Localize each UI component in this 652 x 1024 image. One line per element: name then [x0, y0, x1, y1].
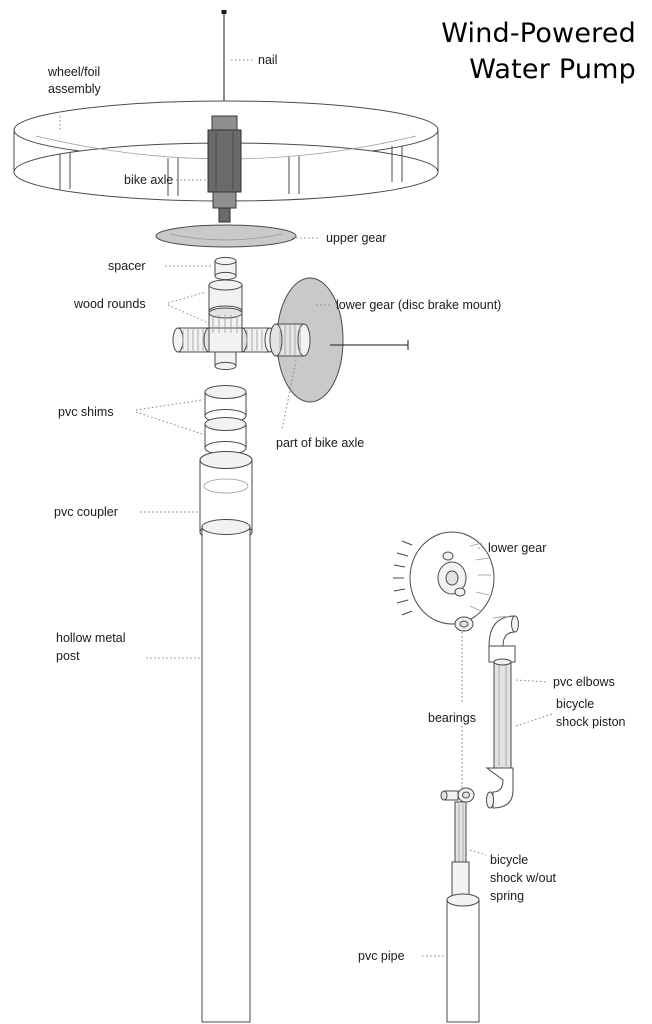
label-wheel-foil-assembly-line2: assembly — [48, 82, 101, 96]
bearing-upper-part — [455, 617, 473, 631]
pvc-pipe-part — [447, 894, 479, 1022]
pvc-shims-leader-1 — [136, 400, 202, 410]
bearing-lower-part — [441, 788, 474, 802]
label-pvc-shims: pvc shims — [58, 405, 114, 419]
label-pvc-coupler: pvc coupler — [54, 505, 118, 519]
pvc-elbows-leader — [516, 680, 548, 682]
label-wheel-foil-assembly-line1: wheel/foil — [48, 65, 101, 79]
hollow-metal-post-part — [202, 520, 250, 1023]
wood-rounds-leader-1 — [168, 292, 206, 303]
lower-gear-right-part — [393, 532, 494, 624]
label-lower-gear: lower gear — [488, 541, 547, 555]
label-bicycle-shock-wout-spring-line1: bicycle — [490, 853, 529, 867]
title-line-2: Water Pump — [469, 54, 636, 85]
pvc-shims-part — [205, 386, 246, 455]
lower-gear-disc-part — [270, 278, 408, 402]
label-bicycle-shock-wout-spring-line3: spring — [490, 889, 525, 903]
label-nail: nail — [258, 53, 278, 67]
label-part-of-bike-axle: part of bike axle — [276, 436, 365, 450]
title-line-1: Wind-Powered — [441, 18, 636, 49]
label-bike-axle: bike axle — [124, 173, 174, 187]
label-pvc-elbows: pvc elbows — [553, 675, 615, 689]
upper-gear-part — [156, 225, 296, 247]
pvc-shims-leader-2 — [136, 412, 202, 434]
bicycle-shock-wout-spring-leader — [470, 850, 486, 855]
label-lower-gear-disc: lower gear (disc brake mount) — [336, 298, 502, 312]
bicycle-shock-piston-part — [494, 659, 511, 768]
wood-rounds-part — [173, 280, 275, 370]
label-wood-rounds: wood rounds — [74, 297, 146, 311]
label-bearings: bearings — [428, 711, 476, 725]
label-hollow-metal-post-line2: post — [56, 649, 80, 663]
bike-axle-part — [208, 116, 241, 222]
bicycle-shock-wout-spring-part — [452, 802, 469, 904]
label-pvc-pipe: pvc pipe — [358, 949, 405, 963]
label-bicycle-shock-piston-line1: bicycle — [556, 697, 595, 711]
pvc-elbow-upper-part — [489, 616, 519, 662]
label-bicycle-shock-wout-spring-line2: shock w/out — [490, 871, 557, 885]
bicycle-shock-piston-leader — [516, 714, 552, 726]
label-bicycle-shock-piston-line2: shock piston — [556, 715, 626, 729]
label-hollow-metal-post-line1: hollow metal — [56, 631, 126, 645]
wood-rounds-leader-2 — [168, 305, 206, 322]
label-upper-gear: upper gear — [326, 231, 387, 245]
spacer-part — [215, 257, 236, 279]
pvc-elbow-lower-part — [487, 768, 514, 808]
label-spacer: spacer — [108, 259, 146, 273]
